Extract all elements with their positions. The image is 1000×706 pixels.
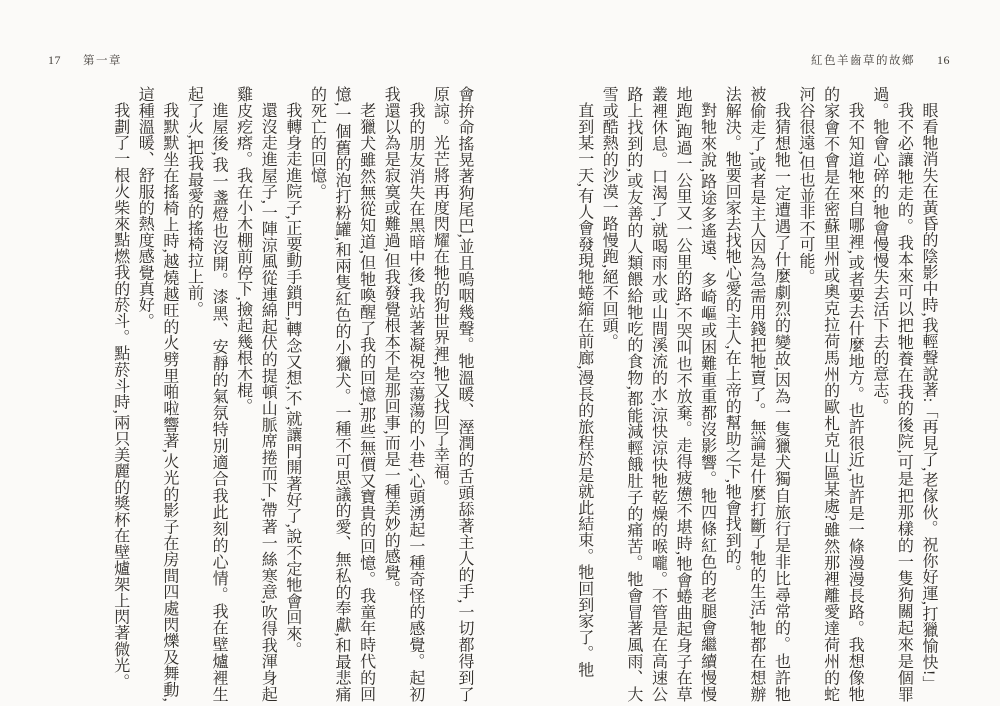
left-running-head — [48, 52, 122, 68]
paragraph: 我的朋友消失在黑暗中後,我站著凝視空蕩蕩的小巷,心頭湧起一種奇怪的感覺。起初我還以為是寂寞或難過,但我發覺根本不是那回事,而是一種美妙的感覺。 — [382, 86, 424, 702]
page-16-text — [542, 86, 940, 702]
left-page-number: 17 — [48, 53, 61, 67]
paragraph: 我轉身走進院子,正要動手鎖門,轉念又想,不,就讓門開著好了,說不定牠會回來。 — [283, 102, 301, 658]
paragraph: 我默默坐在搖椅上時,越燒越旺的火劈里啪啦響著,火光的影子在房間四處閃爍及舞動,這種溫暖、舒服的熱度感覺真好。 — [136, 86, 178, 702]
page-17-text — [78, 86, 476, 702]
paragraph: 會拚命搖晃著狗尾巴,並且嗚咽幾聲。牠溫暖、溼潤的舌頭舔著主人的手,一切都得到了原諒。光芒將再度閃耀在牠的狗世界裡,牠又找回了幸福。 — [431, 86, 473, 702]
paragraph: 對牠來說,路途多遙遠、多崎嶇或困難重重都沒影響。牠四條紅色的老腿會繼續慢慢地跑,跑過一公里又一公里的路,不哭叫也不放棄。走得疲憊不堪時,牠會蜷曲起身子在草叢裡休息。口渴了,就喝雨水或山間溪流的水,涼快涼快牠乾燥的喉嚨。不管是在高速公路上找到的,或友善的人類餵給牠吃的食物,都能減輕餓肚子的痛苦。牠會冒著風雨、大雪或酷熱的沙漠一路慢跑,絕不回頭。 — [600, 86, 716, 702]
book-title: 紅色羊齒草的故鄉 — [811, 55, 915, 67]
paragraph: 眼看牠消失在黃昏的陰影中時,我輕聲說著:「再見了,老傢伙。祝你好運,打獵愉快!」 — [920, 102, 937, 692]
right-page-number: 16 — [937, 53, 950, 67]
paragraph: 我劃了一根火柴來點燃我的菸斗。點菸斗時,兩只美麗的獎杯在壁爐架上閃著微光。 — [111, 102, 129, 690]
paragraph: 我不知道牠來自哪裡,或者要去什麼地方。也許很近,也許是一條漫漫長路。我想像牠的家會不會是在密蘇里州或奧克拉荷馬州的歐札克山區某處?雖然那裡離愛達荷州的蛇河谷很遠,但也並非不可能。 — [797, 86, 864, 702]
chapter-label: 第一章 — [83, 55, 122, 67]
paragraph: 我猜想牠一定遭遇了什麼劇烈的變故,因為一隻獵犬獨自旅行是非比尋常的。也許牠被偷走了,或者是主人因為急需用錢把牠賣了。無論是什麼打斷了牠的生活,牠都在想辦法解決。牠要回家去找牠心愛的主人,在上帝的幫助之下,牠會找到的。 — [723, 86, 790, 702]
paragraph: 我不必讓牠走的。我本來可以把牠養在我的後院,可是把那樣的一隻狗關起來是個罪過。牠會心碎的,牠會慢慢失去活下去的意志。 — [870, 86, 913, 702]
paragraph: 還沒走進屋子,一陣涼風從連綿起伏的提頓山脈席捲而下,帶著一絲寒意,吹得我渾身起雞皮疙瘩。我在小木棚前停下,撿起幾根木棍。 — [234, 86, 277, 702]
right-running-head — [811, 52, 950, 68]
page-16 — [500, 0, 1000, 706]
paragraph: 直到某一天,有人會發現牠蜷縮在前廊,漫長的旅程於是就此結束。牠回到家了。牠 — [575, 102, 593, 678]
paragraph: 進屋後,我一盞燈也沒開。漆黑、安靜的氣氛特別適合我此刻的心情。我在壁爐裡生起了火,把我最愛的搖椅拉上前。 — [185, 86, 228, 702]
paragraph: 老獵犬雖然無從知道,但牠喚醒了我的回憶,那些無價又寶貴的回憶。我童年時代的回憶,一個舊的泡打粉罐,和兩隻紅色的小獵犬。一種不可思議的愛、無私的奉獻,和最悲痛的死亡的回憶。 — [308, 86, 375, 702]
